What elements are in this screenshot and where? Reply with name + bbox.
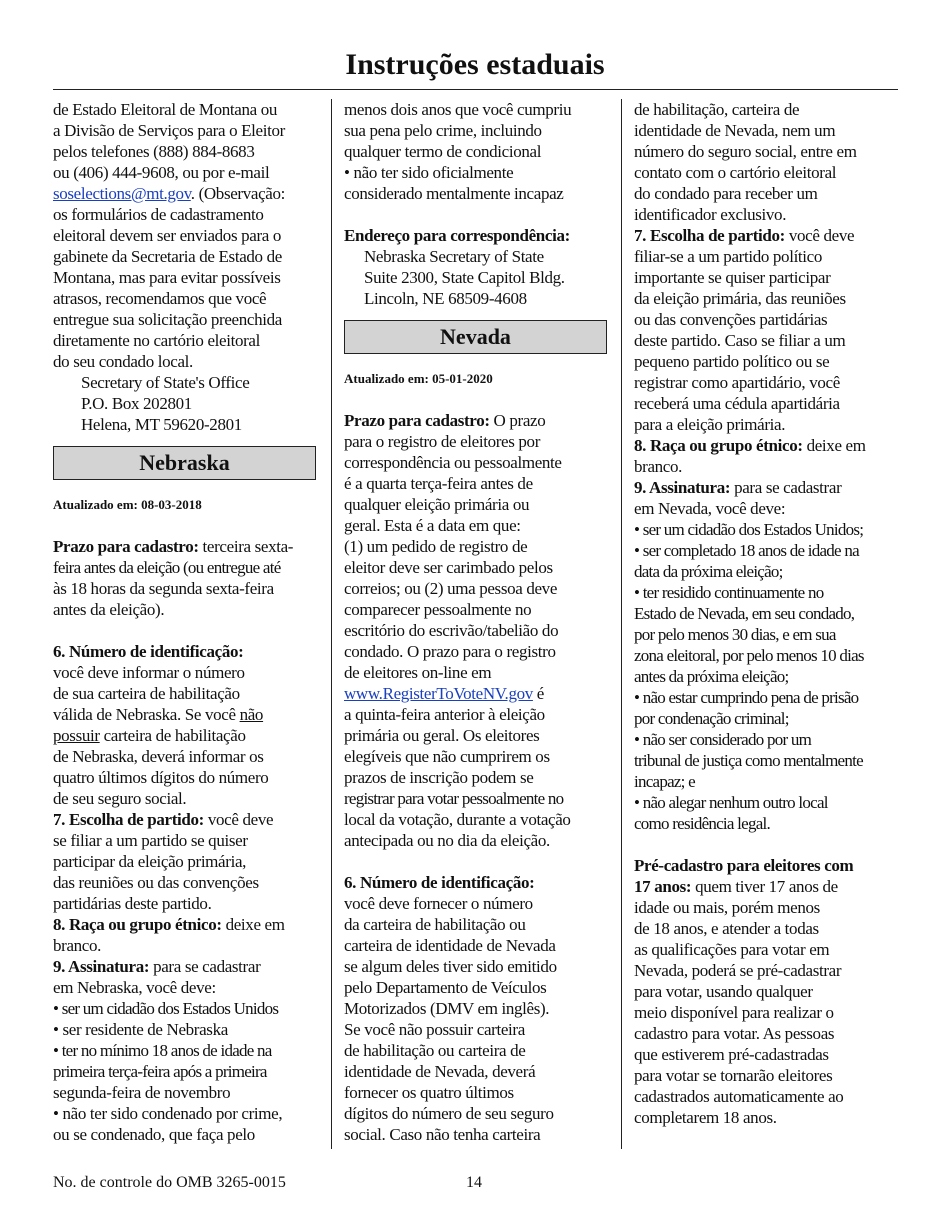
text-line: de Estado Eleitoral de Montana ou <box>53 100 278 119</box>
bullet-line: como residência legal. <box>634 814 770 833</box>
race-label: 8. Raça ou grupo étnico: <box>634 436 803 455</box>
text-line <box>53 725 319 746</box>
text-line: da eleição primária, das reuniões <box>634 289 846 308</box>
text-line: Motorizados (DMV em inglês). <box>344 999 550 1018</box>
text-line: que estiverem pré-cadastradas <box>634 1045 829 1064</box>
preregistration-label: Pré-cadastro para eleitores com <box>634 856 854 875</box>
text-line <box>344 872 610 893</box>
address-line: Helena, MT 59620-2801 <box>81 415 242 434</box>
register-to-vote-link[interactable]: www.RegisterToVoteNV.gov <box>344 684 533 703</box>
preregistration-label: 17 anos: <box>634 877 692 896</box>
text-line: para votar, usando qualquer <box>634 982 813 1001</box>
text-line <box>344 225 610 246</box>
text-line: importante se quiser participar <box>634 268 831 287</box>
text-line: de habilitação ou carteira de <box>344 1041 526 1060</box>
text-line <box>53 536 319 557</box>
text-line: quatro últimos dígitos do número <box>53 768 269 787</box>
text-line: diretamente no cartório eleitoral <box>53 331 260 350</box>
signature-label: 9. Assinatura: <box>53 957 150 976</box>
text-fragment: deixe em <box>221 915 285 934</box>
text-line: branco. <box>634 457 683 476</box>
text-line: identidade de Nevada, nem um <box>634 121 836 140</box>
text-line: correspondência ou pessoalmente <box>344 453 562 472</box>
column-2 <box>344 99 610 1145</box>
text-line: registrar para votar pessoalmente no <box>344 789 564 808</box>
text-line: cadastro para votar. As pessoas <box>634 1024 835 1043</box>
text-line: em Nevada, você deve: <box>634 499 786 518</box>
text-line: em Nebraska, você deve: <box>53 978 216 997</box>
text-line: ou das convenções partidárias <box>634 310 828 329</box>
text-line <box>634 876 900 897</box>
bullet-line: • não alegar nenhum outro local <box>634 793 828 812</box>
id-number-label: 6. Número de identificação: <box>344 873 535 892</box>
omb-control-number: No. de controle do OMB 3265-0015 <box>53 1174 286 1191</box>
text-line: de eleitores on-line em <box>344 663 492 682</box>
text-line <box>634 225 900 246</box>
text-line: Montana, mas para evitar possíveis <box>53 268 281 287</box>
text-line <box>53 809 319 830</box>
text-line: você deve fornecer o número <box>344 894 533 913</box>
text-line: identidade de Nevada, deverá <box>344 1062 536 1081</box>
address-line: Lincoln, NE 68509-4608 <box>364 289 527 308</box>
page-title: Instruções estaduais <box>345 48 605 81</box>
text-line: fornecer os quatro últimos <box>344 1083 514 1102</box>
text-line <box>53 183 319 204</box>
text-line <box>53 914 319 935</box>
text-line: elegíveis que não cumprirem os <box>344 747 550 766</box>
text-line: contato com o cartório eleitoral <box>634 163 837 182</box>
text-line: se filiar a um partido se quiser <box>53 831 248 850</box>
signature-label: 9. Assinatura: <box>634 478 731 497</box>
text-line: correios; ou (2) uma pessoa deve <box>344 579 558 598</box>
text-line: para a eleição primária. <box>634 415 786 434</box>
text-line: se algum deles tiver sido emitido <box>344 957 557 976</box>
column-3 <box>634 99 900 1128</box>
text-line: meio disponível para realizar o <box>634 1003 834 1022</box>
text-line: (1) um pedido de registro de <box>344 537 528 556</box>
nebraska-updated-date: Atualizado em: 08-03-2018 <box>53 497 202 512</box>
text-line: de Nebraska, deverá informar os <box>53 747 264 766</box>
text-line <box>344 410 610 431</box>
text-line: qualquer termo de condicional <box>344 142 542 161</box>
text-line <box>634 435 900 456</box>
text-line: branco. <box>53 936 102 955</box>
text-fragment: você deve <box>203 810 274 829</box>
nevada-updated-date: Atualizado em: 05-01-2020 <box>344 371 493 386</box>
text-line: deste partido. Caso se filiar a um <box>634 331 846 350</box>
text-line: gabinete da Secretaria de Estado de <box>53 247 282 266</box>
text-fragment: deixe em <box>802 436 866 455</box>
text-line: para o registro de eleitores por <box>344 432 541 451</box>
underlined-text: não <box>239 705 264 724</box>
bullet-line: • ter residido continuamente no <box>634 583 824 602</box>
text-line: número do seguro social, entre em <box>634 142 857 161</box>
bullet-line: • ser um cidadão dos Estados Unidos <box>53 999 279 1018</box>
text-line: pelos telefones (888) 884-8683 <box>53 142 255 161</box>
bullet-line: segunda-feira de novembro <box>53 1083 231 1102</box>
address-line: Suite 2300, State Capitol Bldg. <box>364 268 565 287</box>
text-line: entregue sua solicitação preenchida <box>53 310 282 329</box>
text-line: feira antes da eleição (ou entregue até <box>53 558 281 577</box>
text-line: a Divisão de Serviços para o Eleitor <box>53 121 285 140</box>
text-line: condado. O prazo para o registro <box>344 642 556 661</box>
text-fragment: você deve <box>784 226 855 245</box>
text-line: local da votação, durante a votação <box>344 810 571 829</box>
text-line: filiar-se a um partido político <box>634 247 823 266</box>
text-line: do seu condado local. <box>53 352 193 371</box>
bullet-line: por pelo menos 30 dias, e em sua <box>634 625 836 644</box>
bullet-line: data da próxima eleição; <box>634 562 783 581</box>
text-fragment: carteira de habilitação <box>99 726 246 745</box>
text-line: carteira de identidade de Nevada <box>344 936 556 955</box>
text-line: antes da eleição). <box>53 600 165 619</box>
text-line: ou (406) 444-9608, ou por e-mail <box>53 163 270 182</box>
text-line: você deve informar o número <box>53 663 245 682</box>
text-line: para votar se tornarão eleitores <box>634 1066 833 1085</box>
text-line: antecipada ou no dia da eleição. <box>344 831 550 850</box>
text-line: comparecer pessoalmente no <box>344 600 532 619</box>
id-number-label: 6. Número de identificação: <box>53 642 244 661</box>
text-line: completarem 18 anos. <box>634 1108 777 1127</box>
column-1 <box>53 99 319 1145</box>
text-fragment: quem tiver 17 anos de <box>691 877 838 896</box>
text-line: os formulários de cadastramento <box>53 205 264 224</box>
deadline-label: Prazo para cadastro: <box>53 537 199 556</box>
text-line <box>53 641 319 662</box>
text-line <box>634 477 900 498</box>
nevada-heading: Nevada <box>344 320 607 354</box>
text-fragment: válida de Nebraska. Se você <box>53 705 240 724</box>
text-line: de sua carteira de habilitação <box>53 684 240 703</box>
bullet-line: por condenação criminal; <box>634 709 789 728</box>
address-line: Secretary of State's Office <box>81 373 250 392</box>
text-fragment: terceira sexta- <box>198 537 294 556</box>
bullet-line: ou se condenado, que faça pelo <box>53 1125 255 1144</box>
text-line <box>53 956 319 977</box>
text-line: social. Caso não tenha carteira <box>344 1125 541 1144</box>
text-line: primária ou geral. Os eleitores <box>344 726 540 745</box>
text-fragment: para se cadastrar <box>149 957 261 976</box>
text-fragment: para se cadastrar <box>730 478 842 497</box>
text-line <box>634 855 900 876</box>
text-line: Se você não possuir carteira <box>344 1020 525 1039</box>
text-line: identificador exclusivo. <box>634 205 787 224</box>
text-line: a quinta-feira anterior à eleição <box>344 705 545 724</box>
bullet-line: Estado de Nevada, em seu condado, <box>634 604 855 623</box>
text-line: as qualificações para votar em <box>634 940 830 959</box>
text-line: é a quarta terça-feira antes de <box>344 474 533 493</box>
text-line: qualquer eleição primária ou <box>344 495 530 514</box>
text-line: das reuniões ou das convenções <box>53 873 259 892</box>
text-line: partidárias deste partido. <box>53 894 212 913</box>
text-line: de seu seguro social. <box>53 789 187 808</box>
bullet-line: considerado mentalmente incapaz <box>344 184 564 203</box>
address-line: Nebraska Secretary of State <box>364 247 544 266</box>
text-line: pelo Departamento de Veículos <box>344 978 547 997</box>
party-choice-label: 7. Escolha de partido: <box>634 226 785 245</box>
nebraska-heading: Nebraska <box>53 446 316 480</box>
text-line: pequeno partido político ou se <box>634 352 830 371</box>
text-line: às 18 horas da segunda sexta-feira <box>53 579 274 598</box>
page-number: 14 <box>466 1174 482 1191</box>
text-line: eleitor deve ser carimbado pelos <box>344 558 553 577</box>
text-line: Nevada, poderá se pré-cadastrar <box>634 961 842 980</box>
text-line: receberá uma cédula apartidária <box>634 394 840 413</box>
bullet-line: • não ter sido oficialmente <box>344 163 514 182</box>
text-fragment: O prazo <box>489 411 546 430</box>
bullet-line: antes da próxima eleição; <box>634 667 789 686</box>
bullet-line: incapaz; e <box>634 772 695 791</box>
column-divider-1 <box>331 99 332 1149</box>
text-line: atrasos, recomendamos que você <box>53 289 267 308</box>
bullet-line: • ser um cidadão dos Estados Unidos; <box>634 520 864 539</box>
bullet-line: primeira terça-feira após a primeira <box>53 1062 267 1081</box>
party-choice-label: 7. Escolha de partido: <box>53 810 204 829</box>
deadline-label: Prazo para cadastro: <box>344 411 490 430</box>
text-line: do condado para receber um <box>634 184 818 203</box>
text-line: cadastrados automaticamente ao <box>634 1087 844 1106</box>
bullet-line: • não estar cumprindo pena de prisão <box>634 688 859 707</box>
text-line: participar da eleição primária, <box>53 852 247 871</box>
montana-email-link[interactable]: soselections@mt.gov <box>53 184 191 203</box>
bullet-line: • ser completado 18 anos de idade na <box>634 541 859 560</box>
bullet-line: tribunal de justiça como mentalmente <box>634 751 863 770</box>
mailing-address-label: Endereço para correspondência: <box>344 226 570 245</box>
text-line: de 18 anos, e atender a todas <box>634 919 819 938</box>
text-fragment: é <box>532 684 545 703</box>
bullet-line: • ser residente de Nebraska <box>53 1020 228 1039</box>
address-line: P.O. Box 202801 <box>81 394 192 413</box>
bullet-line: • não ter sido condenado por crime, <box>53 1104 283 1123</box>
text-line <box>53 704 319 725</box>
bullet-line: zona eleitoral, por pelo menos 10 dias <box>634 646 864 665</box>
text-line: de habilitação, carteira de <box>634 100 800 119</box>
text-line: menos dois anos que você cumpriu <box>344 100 572 119</box>
text-line: escritório do escrivão/tabelião do <box>344 621 559 640</box>
race-label: 8. Raça ou grupo étnico: <box>53 915 222 934</box>
text-line: dígitos do número de seu seguro <box>344 1104 554 1123</box>
text-line: sua pena pelo crime, incluindo <box>344 121 542 140</box>
text-line <box>344 683 610 704</box>
text-line: da carteira de habilitação ou <box>344 915 526 934</box>
text-line: prazos de inscrição podem se <box>344 768 534 787</box>
column-divider-2 <box>621 99 622 1149</box>
text-line: idade ou mais, porém menos <box>634 898 820 917</box>
text-line: registrar como apartidário, você <box>634 373 840 392</box>
title-divider <box>53 89 898 90</box>
text-fragment: . (Observação: <box>190 184 285 203</box>
text-line: geral. Esta é a data em que: <box>344 516 521 535</box>
bullet-line: • ter no mínimo 18 anos de idade na <box>53 1041 272 1060</box>
underlined-text: possuir <box>53 726 100 745</box>
text-line: eleitoral devem ser enviados para o <box>53 226 282 245</box>
bullet-line: • não ser considerado por um <box>634 730 812 749</box>
